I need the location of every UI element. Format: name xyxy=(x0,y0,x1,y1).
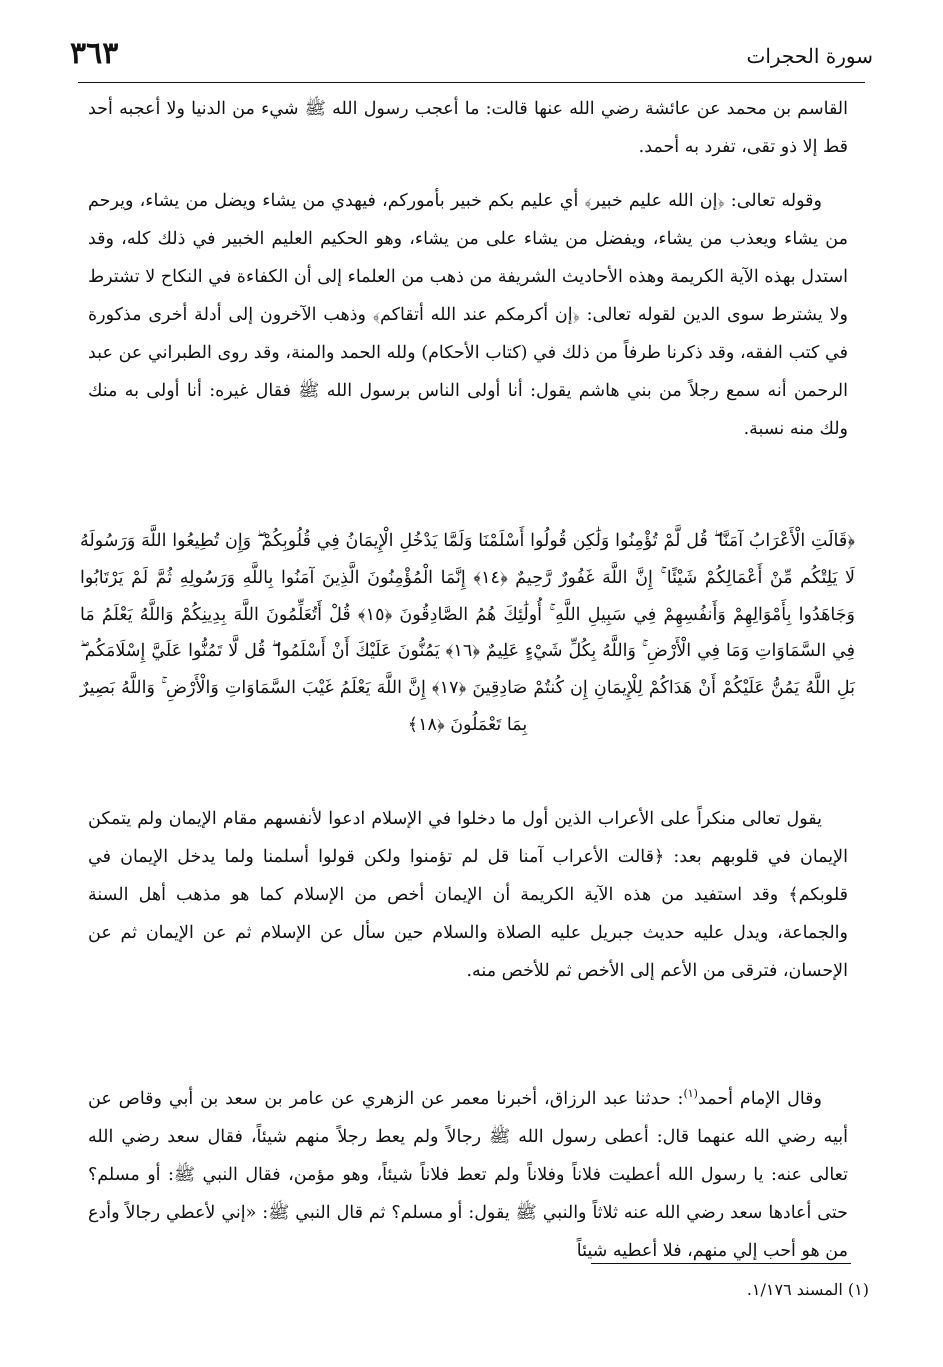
footnote: (١) المسند ١/١٧٦. xyxy=(746,1280,869,1299)
paragraph-imam-ahmad-text: : حدثنا عبد الرزاق، أخبرنا معمر عن الزهري عن عامر بن سعد بن أبي وقاص عن أبيه رضي الله عنهما قال: أعطى رسول الله ﷺ رجالاً ولم يعط رجلاً منهم شيئاً، فقال سعد رضي الله تعالى عنه: يا رسول الله أعطيت فلاناً وفلاناً ولم تعط فلاناً شيئاً، وهو مؤمن، فقال النبي ﷺ: أو مسلم؟ حتى أعادها سعد رضي الله عنه ثلاثاً والنبي ﷺ يقول: أو مسلم؟ ثم قال النبي ﷺ: «إني لأعطي رجالاً وأدع من هو أحب إلي منهم، فلا أعطيه شيئاً xyxy=(88,1088,848,1261)
footnote-reference: (١) xyxy=(683,1087,698,1100)
paragraph-hadith-aisha: القاسم بن محمد عن عائشة رضي الله عنها قالت: ما أعجب رسول الله ﷺ شيء من الدنيا ولا أعجبه أحد قط إلا ذو تقى، تفرد به أحمد. xyxy=(88,99,848,157)
paragraph-commentary: وقوله تعالى: ﴿إن الله عليم خبير﴾ أي عليم بكم خبير بأموركم، فيهدي من يشاء ويضل من يشاء، ويرحم من يشاء ويعذب من يشاء، ويفضل من يشاء على من يشاء، وهو الحكيم العليم الخبير في ذلك كله، وقد استدل بهذه الآية الكريمة وهذه الأحاديث الشريفة من ذهب من العلماء إلى أن الكفاءة في النكاح لا تشترط ولا يشترط سوى الدين لقوله تعالى: ﴿إن أكرمكم عند الله أتقاكم﴾ وذهب الآخرون إلى أدلة أخرى مذكورة في كتب الفقه، وقد ذكرنا طرفاً من ذلك في (كتاب الأحكام) ولله الحمد والمنة، وقد روى الطبراني عن عبد الرحمن أنه سمع رجلاً من بني هاشم يقول: أنا أولى الناس برسول الله ﷺ فقال غيره: أنا أولى به منك ولك منه نسبة. xyxy=(88,191,848,439)
quran-verses: ﴿قَالَتِ الْأَعْرَابُ آمَنَّا ۖ قُل لَّمْ تُؤْمِنُوا وَلَٰكِن قُولُوا أَسْلَمْنَا وَلَمَّا يَدْخُلِ الْإِيمَانُ فِي قُلُوبِكُمْ ۖ وَإِن تُطِيعُوا اللَّهَ وَرَسُولَهُ لَا يَلِتْكُم مِّنْ أَعْمَالِكُمْ شَيْئًا ۚ إِنَّ اللَّهَ غَفُورٌ رَّحِيمٌ ﴿١٤﴾ إِنَّمَا الْمُؤْمِنُونَ الَّذِينَ آمَنُوا بِاللَّهِ وَرَسُولِهِ ثُمَّ لَمْ يَرْتَابُوا وَجَاهَدُوا بِأَمْوَالِهِمْ وَأَنفُسِهِمْ فِي سَبِيلِ اللَّهِ ۚ أُولَٰئِكَ هُمُ الصَّادِقُونَ ﴿١٥﴾ قُلْ أَتُعَلِّمُونَ اللَّهَ بِدِينِكُمْ وَاللَّهُ يَعْلَمُ مَا فِي السَّمَاوَاتِ وَمَا فِي الْأَرْضِ ۚ وَاللَّهُ بِكُلِّ شَيْءٍ عَلِيمٌ ﴿١٦﴾ يَمُنُّونَ عَلَيْكَ أَنْ أَسْلَمُوا ۖ قُل لَّا تَمُنُّوا عَلَيَّ إِسْلَامَكُم ۖ بَلِ اللَّهُ يَمُنُّ عَلَيْكُمْ أَنْ هَدَاكُمْ لِلْإِيمَانِ إِن كُنتُمْ صَادِقِينَ ﴿١٧﴾ إِنَّ اللَّهَ يَعْلَمُ غَيْبَ السَّمَاوَاتِ وَالْأَرْضِ ۚ وَاللَّهُ بَصِيرٌ بِمَا تَعْمَلُونَ ﴿١٨﴾ xyxy=(80,531,856,735)
paragraph-imam-ahmad xyxy=(88,1075,848,1270)
surah-name: سورة الحجرات xyxy=(746,44,873,68)
footnote-divider xyxy=(591,1263,851,1264)
paragraph-tafsir: يقول تعالى منكراً على الأعراب الذين أول ما دخلوا في الإسلام ادعوا لأنفسهم مقام الإيمان ولم يتمكن الإيمان في قلوبهم بعد: ﴿قالت الأعراب آمنا قل لم تؤمنوا ولكن قولوا أسلمنا ولما يدخل الإيمان في قلوبكم﴾ وقد استفيد من هذه الآية الكريمة أن الإيمان أخص من الإسلام كما هو مذهب أهل السنة والجماعة، ويدل عليه حديث جبريل عليه الصلاة والسلام حين سأل عن الإسلام ثم عن الإيمان ثم عن الإحسان، فترقى من الأعم إلى الأخص ثم للأخص منه. xyxy=(88,809,848,981)
header-divider xyxy=(78,82,865,83)
page-header xyxy=(70,36,873,76)
paragraph-imam-ahmad-intro: وقال الإمام أحمد xyxy=(697,1088,823,1109)
page-number: ٣٦٣ xyxy=(70,36,119,71)
